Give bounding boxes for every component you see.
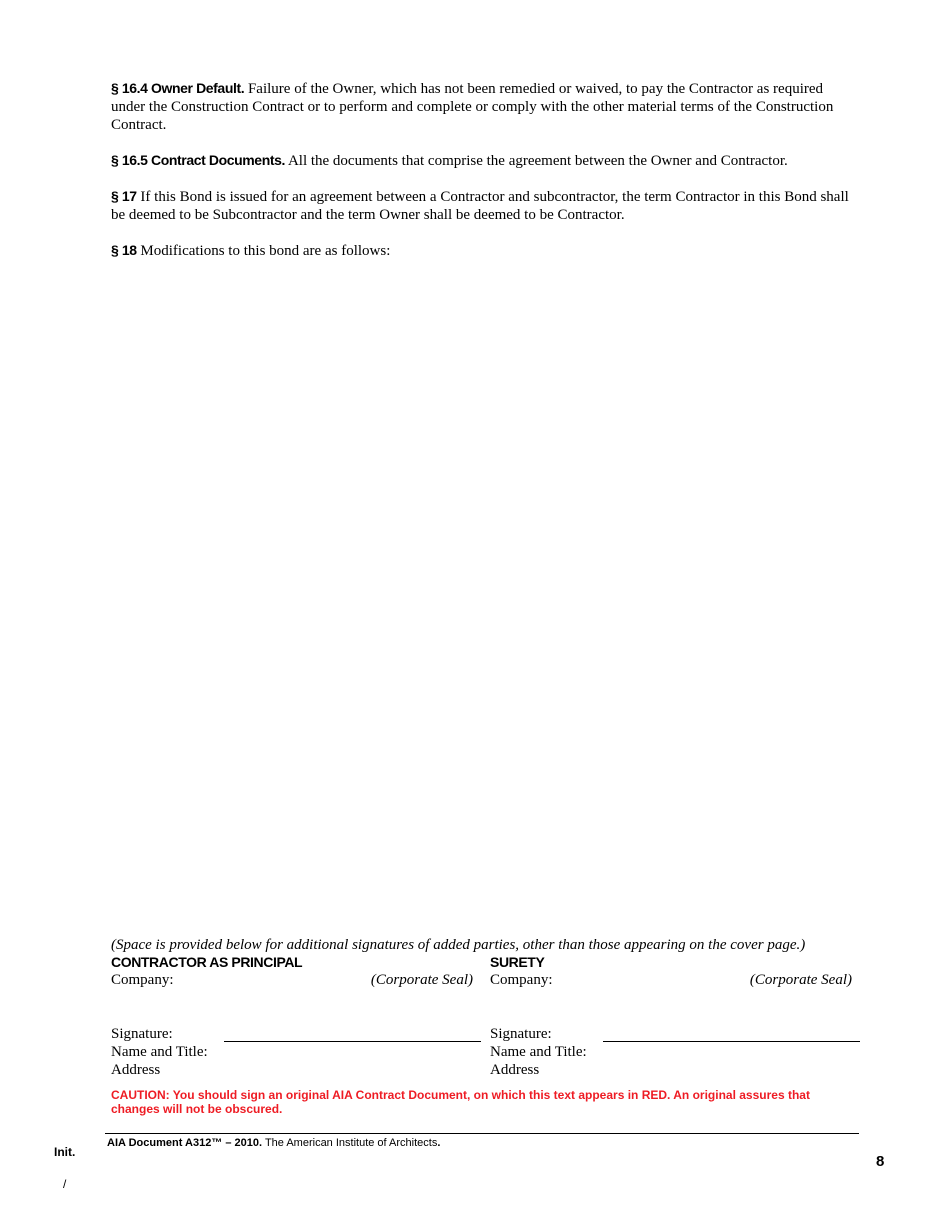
section-16-4 — [111, 79, 851, 134]
footer-publisher: The American Institute of Architects — [264, 1137, 438, 1149]
contractor-company-label: Company: — [111, 972, 174, 988]
section-18-text: Modifications to this bond are as follows: — [140, 243, 391, 259]
section-18 — [111, 241, 851, 260]
surety-signature-line[interactable] — [603, 1041, 860, 1042]
additional-signatures-note: (Space is provided below for additional signatures of added parties, other than those appearing on the cover page.) — [111, 937, 806, 953]
section-16-5-heading: § 16.5 Contract Documents. — [111, 152, 285, 168]
surety-heading: SURETY — [490, 954, 545, 970]
section-16-4-text: Failure of the Owner, which has not been remedied or waived, to pay the Contractor as required under the Construction Contract or to perform and complete or comply with the other material terms of the Construction Contract. — [111, 81, 834, 133]
caution-notice: CAUTION: You should sign an original AIA Contract Document, on which this text appears in RED. An original assures that changes will not be obscured. — [111, 1088, 810, 1116]
contractor-signature-label: Signature: — [111, 1026, 173, 1042]
surety-seal-label: (Corporate Seal) — [749, 972, 852, 988]
footer-document-line — [107, 1137, 440, 1150]
footer-period: . — [437, 1137, 441, 1149]
init-label: Init. — [54, 1145, 76, 1159]
section-17-text: If this Bond is issued for an agreement between a Contractor and subcontractor, the term Contractor in this Bond shall be deemed to be Subcontractor and the term Owner shall be deemed to be Contractor. — [111, 189, 849, 223]
surety-address-label: Address — [490, 1062, 540, 1078]
section-16-5 — [111, 151, 851, 170]
contractor-address-label: Address — [111, 1062, 161, 1078]
section-16-5-text: All the documents that comprise the agreement between the Owner and Contractor. — [287, 153, 788, 169]
section-18-heading: § 18 — [111, 242, 137, 258]
init-slash: / — [63, 1177, 67, 1191]
section-16-4-heading: § 16.4 Owner Default. — [111, 80, 245, 96]
surety-name-title-label: Name and Title: — [490, 1044, 587, 1060]
surety-signature-label: Signature: — [490, 1026, 552, 1042]
contractor-seal-label: (Corporate Seal) — [370, 972, 473, 988]
surety-company-label: Company: — [490, 972, 553, 988]
contractor-heading: CONTRACTOR AS PRINCIPAL — [111, 954, 303, 970]
section-17 — [111, 187, 851, 224]
contractor-signature-line[interactable] — [224, 1041, 481, 1042]
footer-divider — [105, 1133, 859, 1134]
footer-doc-id: AIA Document A312™ – 2010. — [107, 1137, 263, 1149]
section-17-heading: § 17 — [111, 188, 137, 204]
contractor-name-title-label: Name and Title: — [111, 1044, 208, 1060]
page-number: 8 — [876, 1153, 885, 1170]
